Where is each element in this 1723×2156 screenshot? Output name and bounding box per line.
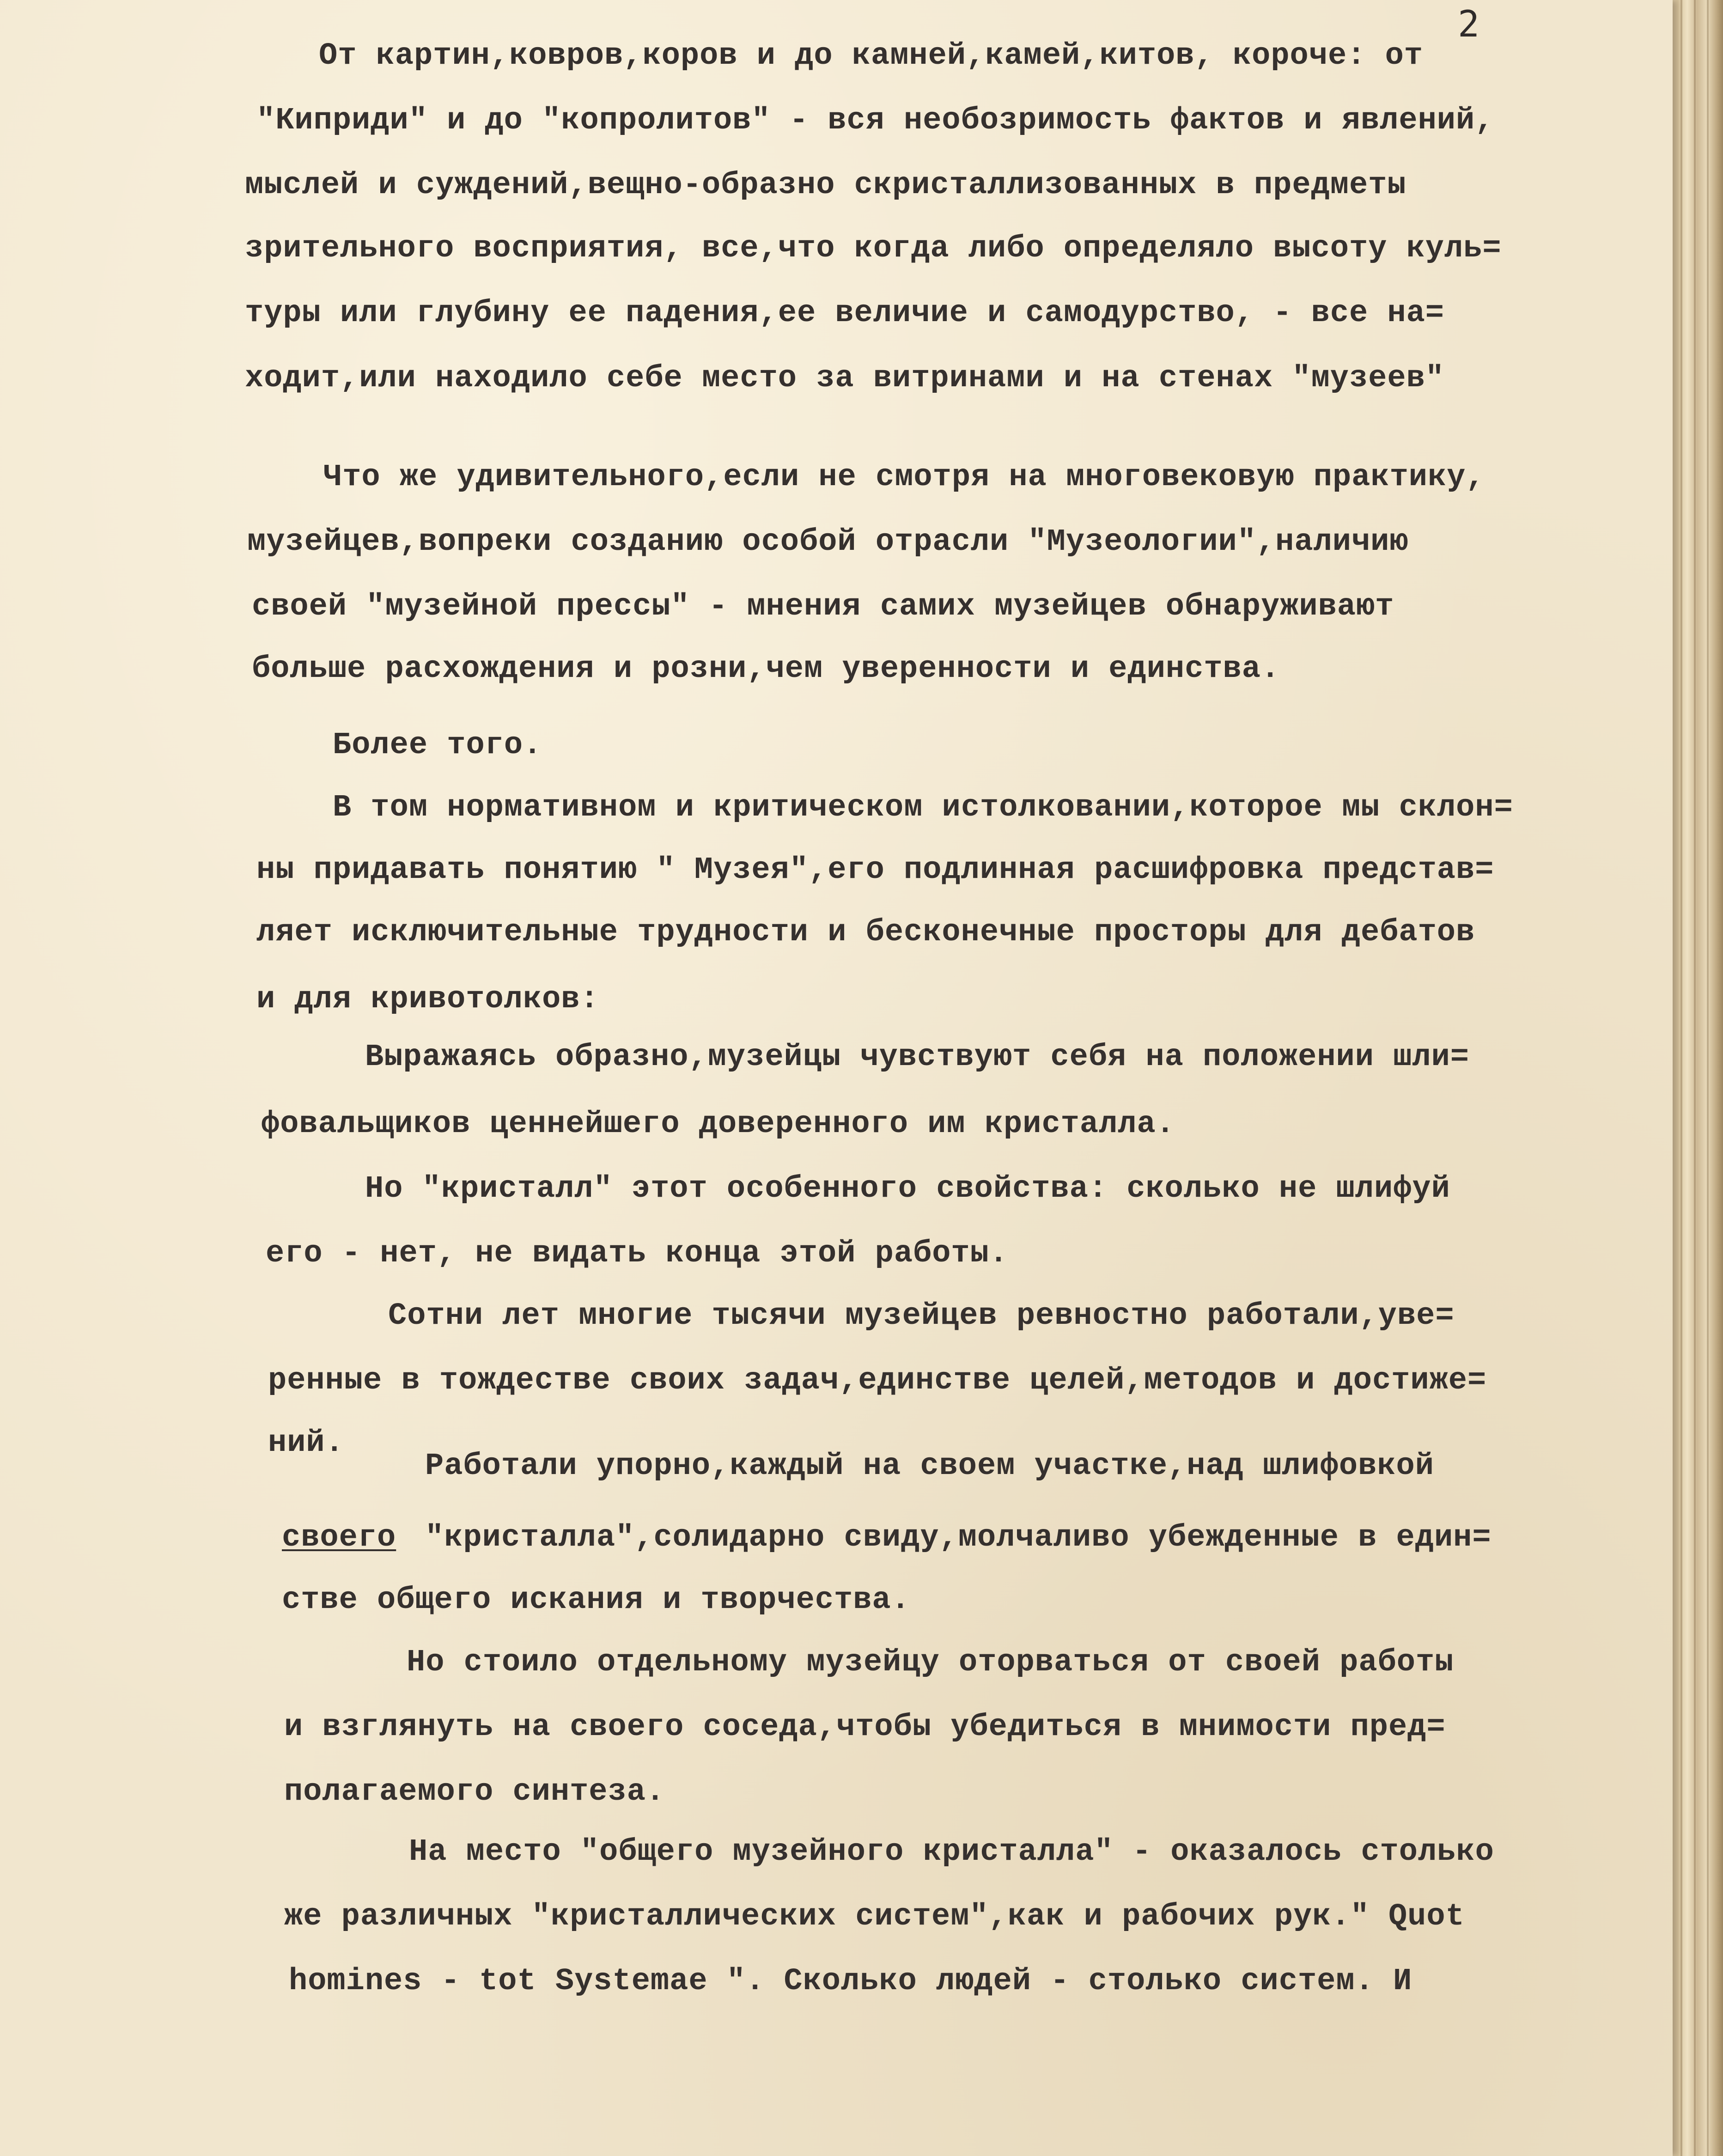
text-line: "Киприди" и до "копролитов" - вся необозримость фактов и явлений, [256,103,1494,138]
text-line: Работали упорно,каждый на своем участке,над шлифовкой [425,1449,1434,1484]
text-line: стве общего искания и творчества. [282,1583,910,1618]
text-line: ны придавать понятию " Музея",его подлинная расшифровка представ= [256,853,1494,888]
page-edge-line [1680,0,1682,2156]
page-edge-line [1707,0,1709,2156]
text-line: больше расхождения и розни,чем уверенности и единства. [252,652,1280,687]
page-number: 2 [1458,4,1479,45]
text-line: полагаемого синтеза. [284,1774,665,1809]
text-line: Но "кристалл" этот особенного свойства: сколько не шлифуй [365,1171,1450,1206]
text-line: зрительного восприятия, все,что когда либо определяло высоту куль= [245,231,1502,266]
text-line: и для кривотолков: [256,982,599,1017]
text-line: ренные в тождестве своих задач,единстве целей,методов и достиже= [268,1363,1487,1398]
text-line: ляет исключительные трудности и бесконечные просторы для дебатов [256,915,1475,950]
text-line: и взглянуть на своего соседа,чтобы убедиться в мнимости пред= [284,1710,1446,1745]
text-line: ходит,или находило себе место за витринами и на стенах "музеев" [245,361,1445,396]
text-line: своей "музейной прессы" - мнения самих музейцев обнаруживают [252,589,1394,624]
underlined-word: своего [282,1520,396,1555]
text-line: туры или глубину ее падения,ее величие и самодурство, - все на= [245,296,1445,331]
text-line: В том нормативном и критическом истолковании,которое мы склон= [333,790,1513,825]
text-line: же различных "кристаллических систем",как и рабочих рук." Quot [284,1899,1465,1934]
text-line: Выражаясь образно,музейцы чувствуют себя на положении шли= [365,1040,1469,1075]
text-line: homines - tot Systemae ". Сколько людей - столько систем. И [289,1964,1412,1999]
text-line: музейцев,вопреки созданию особой отрасли "Музеологии",наличию [247,524,1409,560]
text-line: Сотни лет многие тысячи музейцев ревностно работали,уве= [388,1298,1455,1334]
text-line: Но стоило отдельному музейцу оторваться от своей работы [407,1645,1454,1680]
text-line: ний. [268,1425,344,1461]
page-edge-line [1694,0,1696,2156]
text-line: фовальщиков ценнейшего доверенного им кристалла. [261,1107,1175,1142]
text-line: его - нет, не видать конца этой работы. [266,1236,1009,1271]
text-line: Более того. [333,728,542,763]
text-line: мыслей и суждений,вещно-образно скристаллизованных в предметы [245,168,1406,203]
text-line: "кристалла",солидарно свиду,молчаливо убежденные в един= [425,1520,1492,1555]
text-line: От картин,ковров,коров и до камней,камей,китов, короче: от [319,38,1423,73]
text-line: Что же удивительного,если не смотря на многовековую практику, [323,460,1485,495]
text-line: На место "общего музейного кристалла" - оказалось столько [409,1834,1494,1870]
